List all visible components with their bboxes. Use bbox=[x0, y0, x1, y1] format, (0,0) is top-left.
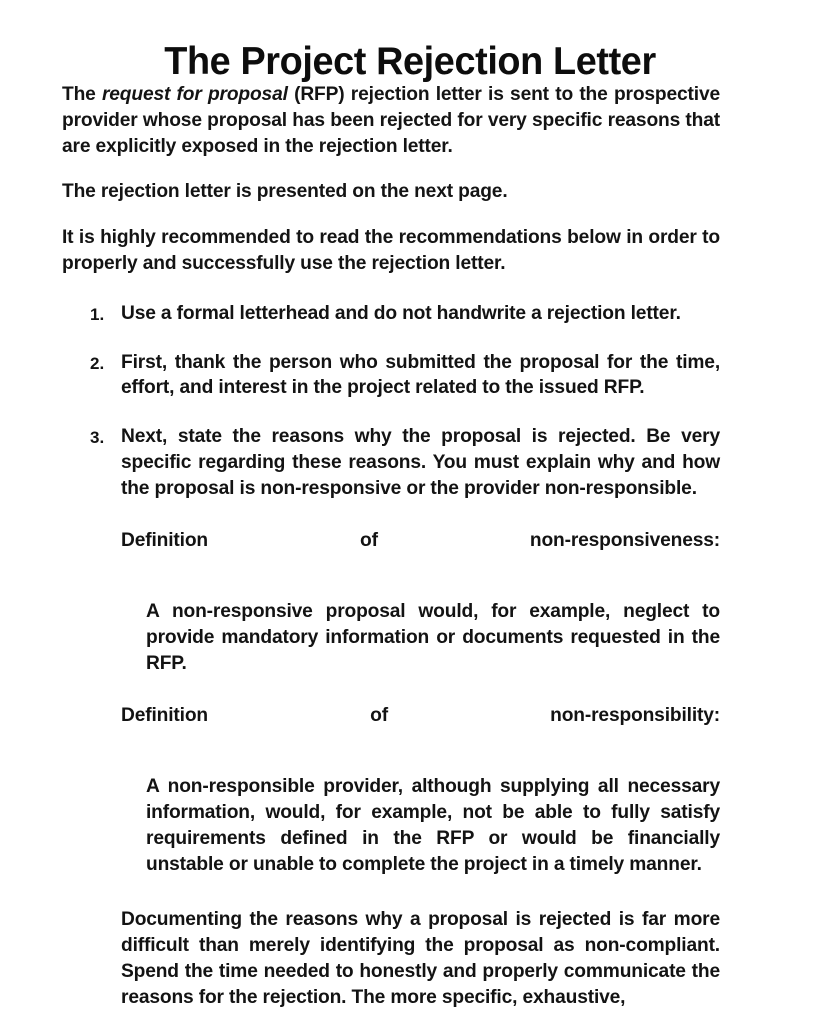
page-title: The Project Rejection Letter bbox=[164, 40, 656, 84]
definition-heading-word-3: non-responsiveness: bbox=[529, 529, 721, 551]
definition-body-segment-2: proposal would, for example, neglect to provide mandatory information or documents requested in the RFP. bbox=[146, 601, 720, 674]
definition-heading-word-1: Definition bbox=[121, 529, 208, 551]
intro-p1-segment-2: (RFP) bbox=[287, 84, 351, 105]
list-item-text: First, thank the person who submitted the proposal for the time, effort, and interest in the project related to the issued RFP. bbox=[121, 351, 720, 399]
definition-heading-word-1: Definition bbox=[121, 704, 208, 726]
definition-body-segment-1: A bbox=[146, 601, 172, 623]
list-marker: 3. bbox=[90, 428, 105, 448]
intro-paragraph-1 bbox=[62, 82, 720, 159]
list-item bbox=[62, 424, 720, 501]
list-marker: 1. bbox=[90, 304, 105, 324]
list-item bbox=[62, 350, 720, 402]
definition-body-segment-1: A bbox=[146, 776, 168, 798]
definition-heading bbox=[62, 528, 720, 580]
definition-heading-word-3: non-responsibility: bbox=[550, 704, 720, 726]
document-body bbox=[62, 82, 720, 1011]
intro-paragraph-3: It is highly recommended to read the recommendations below in order to properly and successfully use the rejection letter. bbox=[62, 227, 720, 274]
list-item-bold-term-2: non-responsible bbox=[544, 477, 692, 499]
definition-heading-word-2: of bbox=[360, 529, 378, 551]
list-item-segment-1: Next, state the reasons why the proposal is rejected. Be very specific regarding these reasons. You must explain why and how the proposal is bbox=[121, 426, 720, 499]
list-item-bold-term-1: non-responsive bbox=[260, 477, 402, 499]
intro-p1-segment-3: is sent to the prospective provider whose proposal has been rejected for very specific reasons that are explicitly exposed in the rejection letter. bbox=[62, 84, 721, 157]
list-marker: 2. bbox=[90, 353, 105, 373]
intro-p1-bold-term: rejection letter bbox=[350, 84, 482, 105]
list-item-segment-3: . bbox=[691, 477, 697, 499]
intro-p1-italic-term: request for proposal bbox=[101, 84, 288, 105]
definition-heading bbox=[62, 703, 720, 755]
definition-body-bold-term: non-responsive bbox=[171, 601, 313, 623]
definition-block-non-responsiveness bbox=[62, 528, 720, 677]
definition-body bbox=[62, 774, 720, 877]
list-item-segment-2: or the provider bbox=[401, 477, 545, 499]
intro-paragraph-2: The rejection letter is presented on the next page. bbox=[62, 181, 508, 203]
definition-block-non-responsibility bbox=[62, 703, 720, 878]
definition-body-bold-term: non-responsible bbox=[167, 776, 315, 798]
intro-p1-segment-1: The bbox=[62, 84, 102, 105]
definition-heading-word-2: of bbox=[370, 704, 388, 726]
closing-paragraph: Documenting the reasons why a proposal is rejected is far more difficult than merely identifying the proposal as non-compliant. Spend the time needed to honestly and properly communicate the reasons for the rejection. The more specific, exhaustive, bbox=[121, 909, 720, 1008]
definition-body bbox=[62, 599, 720, 676]
recommendations-list bbox=[62, 301, 720, 502]
definition-body-segment-2: provider, although supplying all necessary information, would, for example, not be able to fully satisfy requirements defined in the RFP or would be financially unstable or unable to complete the project in a timely manner. bbox=[146, 776, 720, 875]
list-item bbox=[62, 301, 720, 327]
list-item-text: Use a formal letterhead and do not handwrite a rejection letter. bbox=[121, 302, 681, 324]
